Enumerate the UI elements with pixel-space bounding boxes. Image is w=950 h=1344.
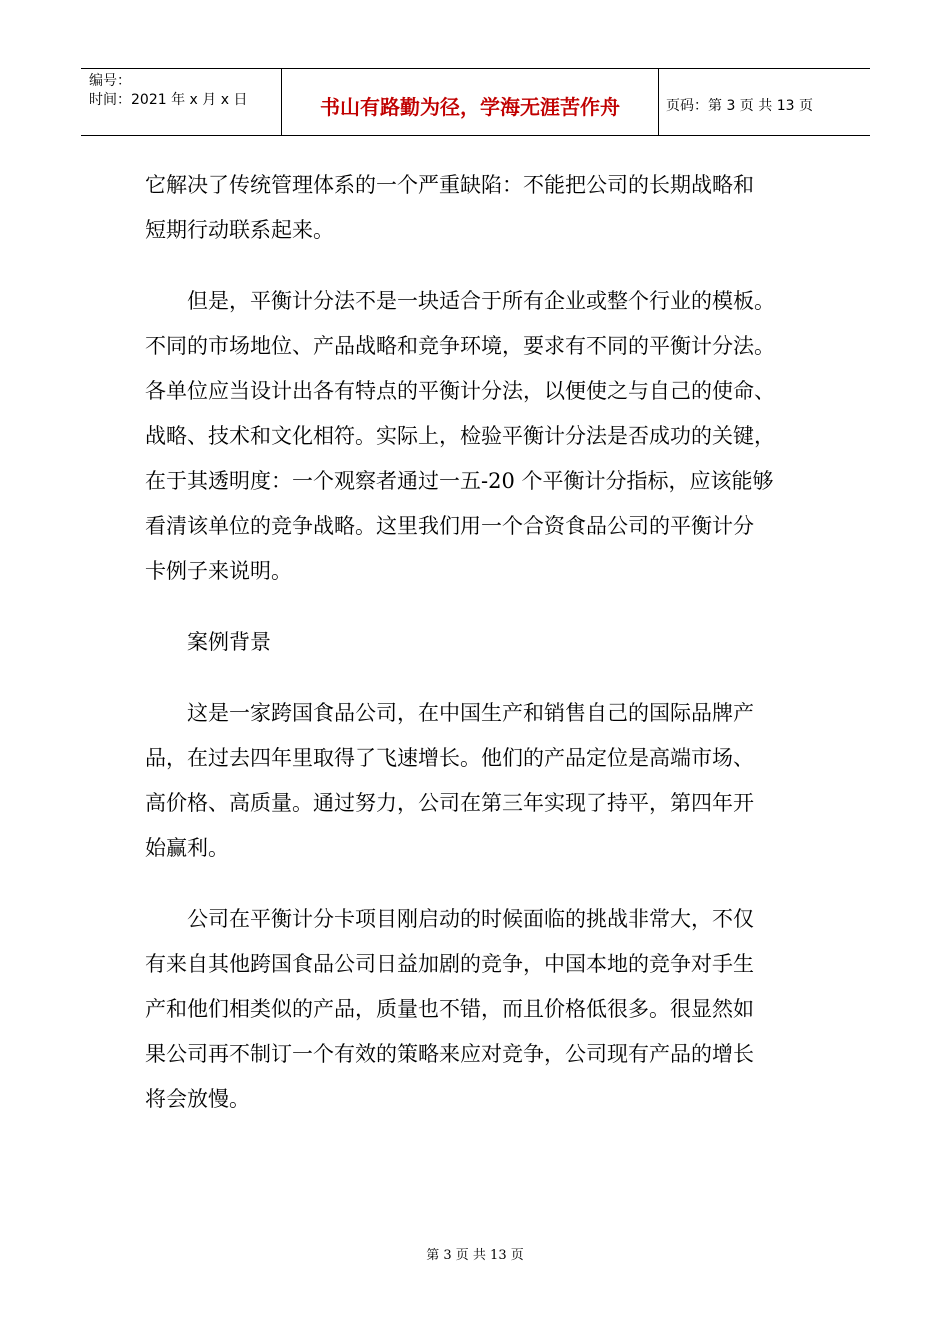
paragraph-line: 始赢利。 (145, 836, 229, 860)
paragraph-3 (145, 691, 815, 871)
paragraph-line: 高价格、高质量。通过努力，公司在第三年实现了持平，第四年开 (145, 791, 754, 815)
paragraph-line: 有来自其他跨国食品公司日益加剧的竞争，中国本地的竞争对手生 (145, 952, 754, 976)
section-heading (145, 620, 815, 665)
paragraph-line: 它解决了传统管理体系的一个严重缺陷：不能把公司的长期战略和 (145, 173, 754, 197)
time-label: 时间：2021 年 x 月 x 日 (89, 92, 248, 108)
document-body (145, 163, 815, 1148)
paragraph-line: 产和他们相类似的产品，质量也不错，而且价格低很多。很显然如 (145, 997, 754, 1021)
header-motto: 书山有路勤为径，学海无涯苦作舟 (282, 69, 659, 135)
page-footer: 第 3 页 共 13 页 (426, 1248, 524, 1263)
paragraph-line: 在于其透明度：一个观察者通过一五-20 个平衡计分指标，应该能够 (145, 469, 774, 493)
paragraph-line: 但是，平衡计分法不是一块适合于所有企业或整个行业的模板。 (187, 289, 775, 313)
paragraph-line: 战略、技术和文化相符。实际上，检验平衡计分法是否成功的关键， (145, 424, 775, 448)
paragraph-line: 公司在平衡计分卡项目刚启动的时候面临的挑战非常大，不仅 (187, 907, 754, 931)
number-label: 编号： (89, 73, 131, 89)
paragraph-line: 这是一家跨国食品公司，在中国生产和销售自己的国际品牌产 (187, 701, 754, 725)
paragraph-1 (145, 163, 815, 253)
paragraph-line: 果公司再不制订一个有效的策略来应对竞争，公司现有产品的增长 (145, 1042, 754, 1066)
header-page-info: 页码：第 3 页 共 13 页 (666, 98, 813, 114)
paragraph-line: 卡例子来说明。 (145, 559, 292, 583)
paragraph-line: 不同的市场地位、产品战略和竞争环境，要求有不同的平衡计分法。 (145, 334, 775, 358)
paragraph-line: 品，在过去四年里取得了飞速增长。他们的产品定位是高端市场、 (145, 746, 754, 770)
heading-case-background: 案例背景 (187, 630, 271, 654)
paragraph-2 (145, 279, 815, 594)
paragraph-4 (145, 897, 815, 1122)
paragraph-line: 将会放慢。 (145, 1087, 250, 1111)
paragraph-line: 各单位应当设计出各有特点的平衡计分法，以便使之与自己的使命、 (145, 379, 775, 403)
paragraph-line: 看清该单位的竞争战略。这里我们用一个合资食品公司的平衡计分 (145, 514, 754, 538)
paragraph-line: 短期行动联系起来。 (145, 218, 334, 242)
header-table (81, 68, 870, 136)
header-meta (81, 69, 282, 135)
